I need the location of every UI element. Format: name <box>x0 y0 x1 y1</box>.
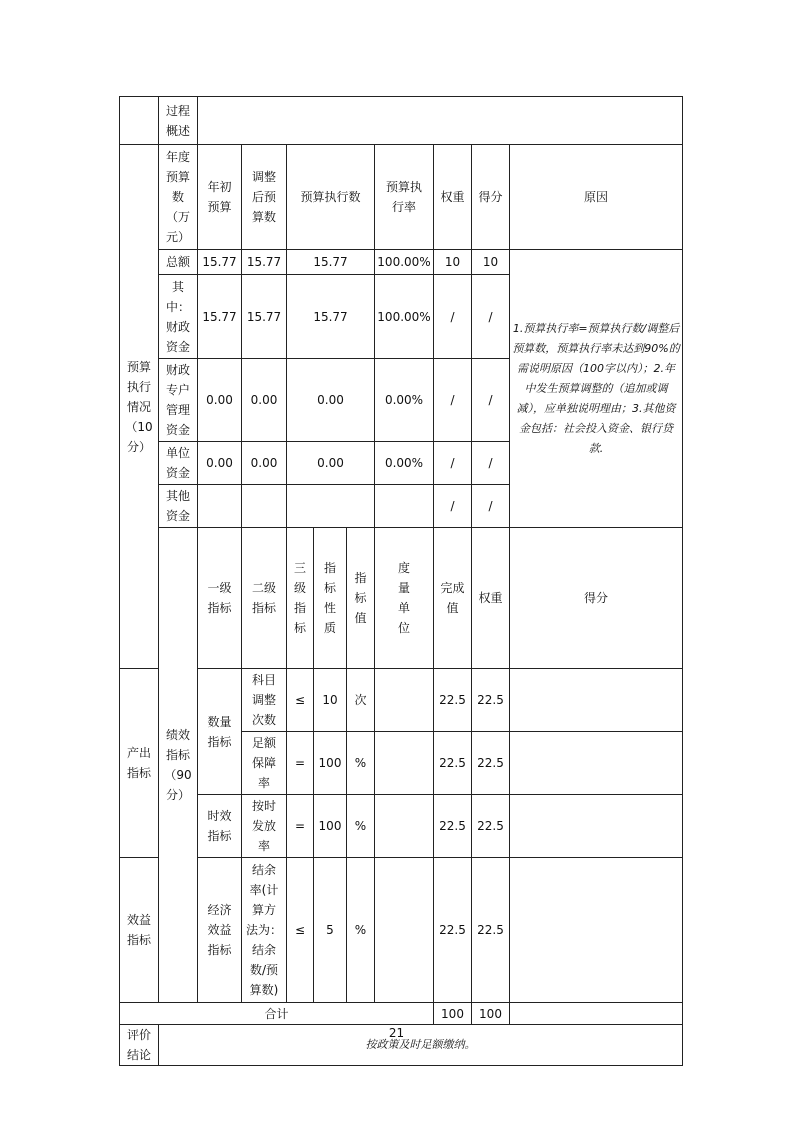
perf-header-score: 得分 <box>510 528 683 669</box>
indicator-analysis <box>510 858 683 1003</box>
budget-header-adjusted: 调整 后预 算数 <box>242 145 287 250</box>
budget-row-weight: / <box>434 359 472 442</box>
budget-row-executed: 15.77 <box>287 250 375 275</box>
budget-row-label: 财政 专户 管理 资金 <box>159 359 198 442</box>
indicator-unit: 次 <box>347 669 375 732</box>
perf-header-level2: 二级 指标 <box>242 528 287 669</box>
perf-header-weight: 权重 <box>472 528 510 669</box>
budget-header-executed: 预算执行数 <box>287 145 375 250</box>
overview-label: 过程 概述 <box>159 97 198 145</box>
budget-row-weight: / <box>434 485 472 528</box>
budget-row-label: 其 中： 财政 资金 <box>159 275 198 359</box>
budget-row-adjusted: 15.77 <box>242 250 287 275</box>
indicator-score: 22.5 <box>472 858 510 1003</box>
perf-header-nature: 指 标 性 质 <box>314 528 347 669</box>
indicator-completed <box>375 858 434 1003</box>
budget-row-executed: 0.00 <box>287 442 375 485</box>
budget-header-initial: 年初 预算 <box>198 145 242 250</box>
budget-row-executed <box>287 485 375 528</box>
budget-row-initial: 0.00 <box>198 359 242 442</box>
budget-row-score: 10 <box>472 250 510 275</box>
indicator-value: 5 <box>314 858 347 1003</box>
perf-header-completed: 完成值 <box>434 528 472 669</box>
indicator-name: 科目 调整 次数 <box>242 669 287 732</box>
budget-row-weight: / <box>434 442 472 485</box>
benefit-indicator-label: 效益 指标 <box>120 858 159 1003</box>
indicator-name: 按时 发放 率 <box>242 795 287 858</box>
indicator-weight: 22.5 <box>434 858 472 1003</box>
budget-row-adjusted: 0.00 <box>242 442 287 485</box>
budget-row-label: 单位 资金 <box>159 442 198 485</box>
budget-row-score: / <box>472 442 510 485</box>
economic-indicator-label: 经济 效益 指标 <box>198 858 242 1003</box>
budget-row-executed: 0.00 <box>287 359 375 442</box>
indicator-analysis <box>510 732 683 795</box>
perf-header-level1: 一级 指标 <box>198 528 242 669</box>
indicator-unit: % <box>347 732 375 795</box>
indicator-completed <box>375 795 434 858</box>
quantity-indicator-label: 数量 指标 <box>198 669 242 795</box>
budget-header-reason: 原因 <box>510 145 683 250</box>
budget-row-initial: 15.77 <box>198 275 242 359</box>
total-weight: 100 <box>434 1003 472 1025</box>
budget-row-initial: 0.00 <box>198 442 242 485</box>
indicator-name: 结余 率(计 算方 法为： 结余 数/预 算数) <box>242 858 287 1003</box>
indicator-analysis <box>510 795 683 858</box>
indicator-completed <box>375 732 434 795</box>
indicator-unit: % <box>347 858 375 1003</box>
budget-row-rate: 100.00% <box>375 275 434 359</box>
overview-text <box>198 97 683 145</box>
indicator-score: 22.5 <box>472 669 510 732</box>
budget-row-adjusted: 0.00 <box>242 359 287 442</box>
budget-row-weight: 10 <box>434 250 472 275</box>
budget-header-annual: 年度 预算 数 （万 元） <box>159 145 198 250</box>
budget-row-adjusted <box>242 485 287 528</box>
budget-note: 1.预算执行率=预算执行数/调整后预算数，预算执行率未达到90%的需说明原因（100字以内）；2.年中发生预算调整的（追加或调减），应单独说明理由；3.其他资金包括：社会投入资金、银行贷款. <box>510 250 683 528</box>
indicator-score: 22.5 <box>472 795 510 858</box>
indicator-analysis <box>510 669 683 732</box>
budget-header-weight: 权重 <box>434 145 472 250</box>
indicator-weight: 22.5 <box>434 732 472 795</box>
budget-section-label: 预算 执行 情况 （10 分） <box>120 145 159 669</box>
conclusion-text: 按政策及时足额缴纳。 <box>159 1025 683 1066</box>
output-indicator-label: 产出 指标 <box>120 669 159 858</box>
perf-header-value: 指 标 值 <box>347 528 375 669</box>
overview-section <box>120 97 159 145</box>
budget-row-weight: / <box>434 275 472 359</box>
indicator-nature: = <box>287 795 314 858</box>
indicator-score: 22.5 <box>472 732 510 795</box>
indicator-unit: % <box>347 795 375 858</box>
performance-section-label: 绩效 指标 （90 分） <box>159 528 198 1003</box>
indicator-value: 100 <box>314 795 347 858</box>
indicator-value: 100 <box>314 732 347 795</box>
budget-row-score: / <box>472 275 510 359</box>
budget-row-adjusted: 15.77 <box>242 275 287 359</box>
perf-header-unit: 度 量 单 位 <box>375 528 434 669</box>
indicator-completed <box>375 669 434 732</box>
timeliness-indicator-label: 时效 指标 <box>198 795 242 858</box>
indicator-nature: ≤ <box>287 669 314 732</box>
indicator-name: 足额 保障 率 <box>242 732 287 795</box>
budget-row-rate: 0.00% <box>375 442 434 485</box>
budget-header-score: 得分 <box>472 145 510 250</box>
budget-row-executed: 15.77 <box>287 275 375 359</box>
budget-row-label: 其他 资金 <box>159 485 198 528</box>
indicator-weight: 22.5 <box>434 669 472 732</box>
total-label: 合计 <box>120 1003 434 1025</box>
budget-row-rate <box>375 485 434 528</box>
budget-row-initial: 15.77 <box>198 250 242 275</box>
indicator-weight: 22.5 <box>434 795 472 858</box>
indicator-value: 10 <box>314 669 347 732</box>
budget-row-label: 总额 <box>159 250 198 275</box>
evaluation-table <box>119 96 683 1066</box>
budget-row-initial <box>198 485 242 528</box>
conclusion-label: 评价 结论 <box>120 1025 159 1066</box>
budget-row-score: / <box>472 359 510 442</box>
page-number: 21 <box>388 1026 405 1040</box>
indicator-nature: = <box>287 732 314 795</box>
budget-header-rate: 预算执 行率 <box>375 145 434 250</box>
perf-header-level3: 三级 指标 <box>287 528 314 669</box>
budget-row-score: / <box>472 485 510 528</box>
total-analysis <box>510 1003 683 1025</box>
budget-row-rate: 100.00% <box>375 250 434 275</box>
budget-row-rate: 0.00% <box>375 359 434 442</box>
indicator-nature: ≤ <box>287 858 314 1003</box>
total-score: 100 <box>472 1003 510 1025</box>
